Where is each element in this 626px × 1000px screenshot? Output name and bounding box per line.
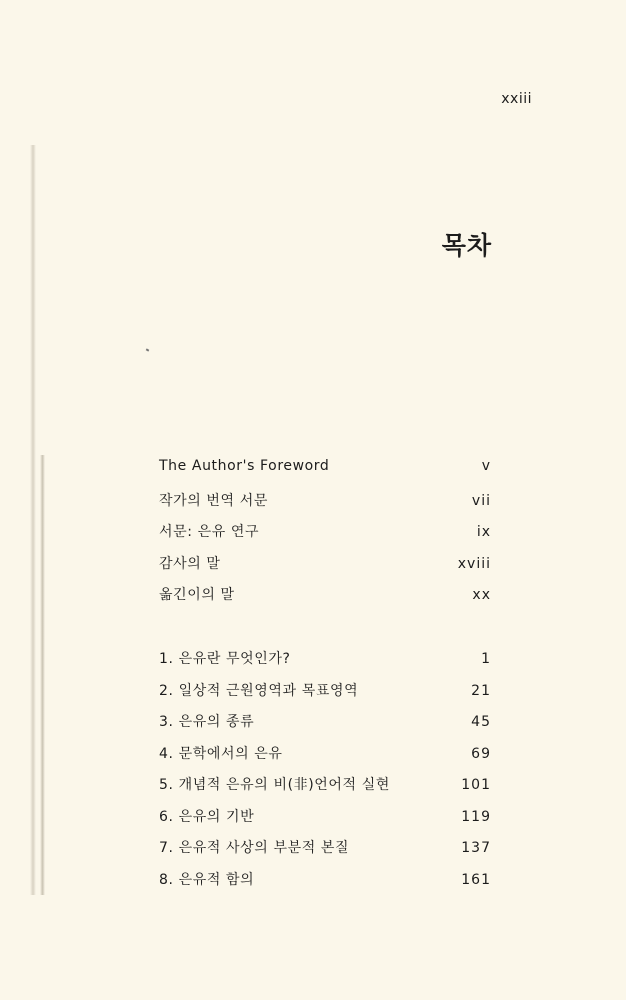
entry-label: 6. 은유의 기반 [159, 808, 255, 825]
entry-page: ix [476, 524, 491, 540]
paper-speck [146, 348, 150, 351]
front-matter-list [159, 458, 491, 616]
entry-label: 8. 은유적 함의 [159, 871, 255, 888]
entry-label: 4. 문학에서의 은유 [159, 745, 283, 762]
toc-entry [159, 806, 491, 838]
entry-page: 21 [471, 682, 491, 699]
toc-entry [159, 869, 491, 901]
entry-page: xviii [457, 555, 491, 572]
chapter-list [159, 648, 491, 900]
entry-label: 5. 개념적 은유의 비(非)언어적 실현 [159, 777, 390, 793]
binding-shadow [30, 145, 36, 895]
toc-entry [159, 837, 491, 869]
toc-entry [159, 584, 491, 616]
toc-entry [159, 458, 491, 490]
entry-page: 1 [481, 651, 491, 667]
entry-label: 2. 일상적 근원영역과 목표영역 [159, 682, 359, 699]
toc-entry [159, 648, 491, 680]
entry-page: 69 [471, 745, 491, 762]
entry-label: 감사의 말 [159, 555, 221, 572]
entry-page: vii [471, 492, 491, 509]
entry-page: v [481, 458, 491, 474]
toc-entry [159, 680, 491, 712]
toc-entry [159, 711, 491, 743]
entry-page: xx [472, 587, 491, 603]
entry-page: 161 [461, 871, 491, 888]
entry-label: 7. 은유적 사상의 부분적 본질 [159, 840, 350, 856]
toc-entry [159, 743, 491, 775]
page-title: 목차 [441, 231, 492, 260]
toc-entry [159, 553, 491, 585]
entry-page: 45 [471, 714, 491, 730]
entry-label: 1. 은유란 무엇인가? [159, 651, 291, 667]
entry-label: 옮긴이의 말 [159, 587, 235, 603]
toc-entry [159, 490, 491, 522]
page-number: xxiii [501, 91, 532, 107]
entry-label: The Author's Foreword [159, 458, 330, 474]
entry-label: 서문: 은유 연구 [159, 524, 260, 540]
toc-entry [159, 521, 491, 553]
binding-shadow-inner [40, 455, 45, 895]
entry-page: 137 [461, 840, 491, 856]
toc-entry [159, 774, 491, 806]
entry-page: 101 [461, 777, 491, 793]
entry-page: 119 [461, 808, 491, 825]
entry-label: 작가의 번역 서문 [159, 492, 268, 509]
entry-label: 3. 은유의 종류 [159, 714, 255, 730]
